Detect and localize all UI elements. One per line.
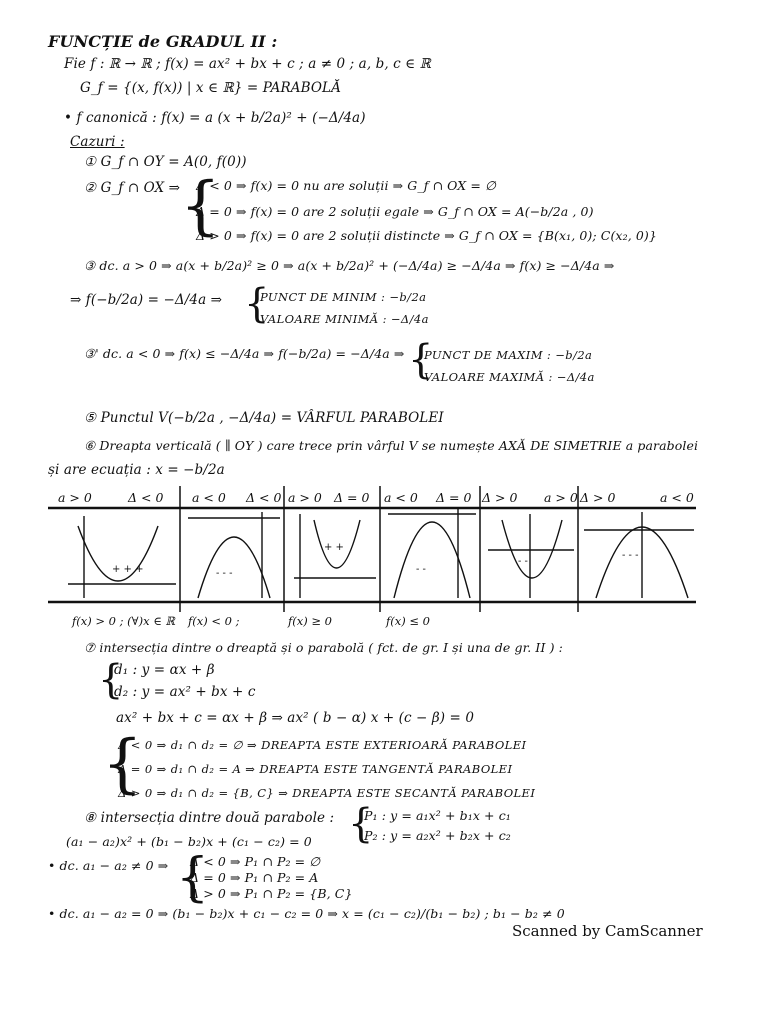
equation-7: ax² + bx + c = αx + β ⇒ ax² ( b − α) x + (c − β) = 0 <box>116 710 475 726</box>
page-title: FUNCȚIE de GRADUL II : <box>48 32 278 51</box>
minimum-point: PUNCT DE MINIM : −b/2a <box>260 290 427 304</box>
maximum-value: VALOARE MAXIMĂ : −Δ/4a <box>424 370 595 384</box>
case-8a2: Δ = 0 ⇒ P₁ ∩ P₂ = A <box>190 870 319 885</box>
line-d1: d₁ : y = αx + β <box>114 662 215 678</box>
brace-case-7: { <box>102 727 143 801</box>
case-2b: Δ = 0 ⇒ f(x) = 0 are 2 soluții egale ⇒ G_f ∩ OX = A(−b/2a , 0) <box>196 204 594 219</box>
definition-line: Fie f : ℝ → ℝ ; f(x) = ax² + bx + c ; a ≠ 0 ; a, b, c ∈ ℝ <box>64 56 431 72</box>
graph-a-neg-delta-zero <box>388 508 476 598</box>
brace-case-3: { <box>244 281 270 327</box>
brace-system-7: { <box>98 657 124 703</box>
parabola-p2: P₂ : y = a₂x² + b₂x + c₂ <box>364 828 511 843</box>
parabola-cases-table <box>48 486 696 614</box>
scanner-footer: Scanned by CamScanner <box>512 922 703 940</box>
case-2c: Δ > 0 ⇒ f(x) = 0 are 2 soluții distincte ⇒ G_f ∩ OX = {B(x₁, 0); C(x₂, 0)} <box>196 228 657 243</box>
brace-case-4: { <box>408 337 434 383</box>
table-bottom-3: f(x) ≥ 0 <box>288 614 332 628</box>
svg-text:- - -: - - - <box>216 568 233 579</box>
graph-a-neg-delta-neg <box>188 512 280 598</box>
table-bottom-4: f(x) ≤ 0 <box>386 614 430 628</box>
maximum-point: PUNCT DE MAXIM : −b/2a <box>424 348 593 362</box>
graph-a-pos-delta-pos <box>488 514 574 598</box>
table-header-5: a > 0 <box>288 490 322 505</box>
case-6: ⑥ Dreapta verticală ( ∥ OY ) care trece prin vârful V se numește AXĂ DE SIMETRIE a parabolei <box>84 438 699 453</box>
svg-text:+ + +: + + + <box>112 564 144 575</box>
cases-heading: Cazuri : <box>70 134 125 150</box>
case-2: ② G_f ∩ OX ⇒ <box>84 180 181 196</box>
case-1: ① G_f ∩ OY = A(0, f(0)) <box>84 154 247 170</box>
table-header-7: a < 0 <box>384 490 418 505</box>
table-header-10: a > 0 <box>544 490 578 505</box>
case-8a: • dc. a₁ − a₂ ≠ 0 ⇒ <box>48 858 169 873</box>
case-2a: Δ < 0 ⇒ f(x) = 0 nu are soluții ⇒ G_f ∩ OX = ∅ <box>196 178 497 193</box>
svg-text:- - -: - - - <box>622 550 639 561</box>
case-8: ⑧ intersecția dintre două parabole : <box>84 810 335 826</box>
graph-definition: G_f = {(x, f(x)) | x ∈ ℝ} = PARABOLĂ <box>80 80 341 96</box>
svg-text:+ +: + + <box>324 542 344 553</box>
table-header-8: Δ = 0 <box>436 490 472 505</box>
table-header-4: Δ < 0 <box>246 490 282 505</box>
graph-a-pos-delta-neg <box>68 516 176 598</box>
equation-8: (a₁ − a₂)x² + (b₁ − b₂)x + (c₁ − c₂) = 0 <box>66 834 312 849</box>
line-d2: d₂ : y = ax² + bx + c <box>114 684 256 700</box>
case-8a3: Δ > 0 ⇒ P₁ ∩ P₂ = {B, C} <box>190 886 353 901</box>
case-3b: ⇒ f(−b/2a) = −Δ/4a ⇒ <box>70 292 223 308</box>
parabola-p1: P₁ : y = a₁x² + b₁x + c₁ <box>364 808 511 823</box>
brace-case-8a: { <box>176 848 210 908</box>
brace-case-2: { <box>180 169 221 243</box>
table-header-6: Δ = 0 <box>334 490 370 505</box>
table-header-9: Δ > 0 <box>482 490 518 505</box>
graph-a-neg-delta-pos <box>584 512 694 598</box>
table-header-2: Δ < 0 <box>128 490 164 505</box>
case-8b: • dc. a₁ − a₂ = 0 ⇒ (b₁ − b₂)x + c₁ − c₂ = 0 ⇒ x = (c₁ − c₂)/(b₁ − b₂) ; b₁ − b₂ ≠ 0 <box>48 906 565 921</box>
table-header-11: Δ > 0 <box>580 490 616 505</box>
table-header-12: a < 0 <box>660 490 694 505</box>
table-header-3: a < 0 <box>192 490 226 505</box>
case-3: ③ dc. a > 0 ⇒ a(x + b/2a)² ≥ 0 ⇒ a(x + b/2a)² + (−Δ/4a) ≥ −Δ/4a ⇒ f(x) ≥ −Δ/4a ⇒ <box>84 258 615 273</box>
case-7c: Δ > 0 ⇒ d₁ ∩ d₂ = {B, C} ⇒ DREAPTA ESTE SECANTĂ PARABOLEI <box>118 786 536 800</box>
case-4: ③' dc. a < 0 ⇒ f(x) ≤ −Δ/4a ⇒ f(−b/2a) = −Δ/4a ⇒ <box>84 346 405 361</box>
case-7: ⑦ intersecția dintre o dreaptă și o parabolă ( fct. de gr. I și una de gr. II ) : <box>84 640 563 655</box>
brace-system-8: { <box>348 801 374 847</box>
case-7a: Δ < 0 ⇒ d₁ ∩ d₂ = ∅ ⇒ DREAPTA ESTE EXTERIOARĂ PARABOLEI <box>118 738 527 752</box>
table-bottom-1: f(x) > 0 ; (∀)x ∈ ℝ <box>72 614 175 628</box>
case-5: ⑤ Punctul V(−b/2a , −Δ/4a) = VÂRFUL PARABOLEI <box>84 410 444 426</box>
svg-text:- -: - - <box>518 556 528 567</box>
canonical-form: • f canonică : f(x) = a (x + b/2a)² + (−Δ/4a) <box>64 110 366 126</box>
case-6b: și are ecuația : x = −b/2a <box>48 462 225 478</box>
table-bottom-2: f(x) < 0 ; <box>188 614 240 628</box>
case-8a1: Δ < 0 ⇒ P₁ ∩ P₂ = ∅ <box>190 854 321 869</box>
table-header-1: a > 0 <box>58 490 92 505</box>
case-7b: Δ = 0 ⇒ d₁ ∩ d₂ = A ⇒ DREAPTA ESTE TANGENTĂ PARABOLEI <box>118 762 513 776</box>
minimum-value: VALOARE MINIMĂ : −Δ/4a <box>260 312 429 326</box>
svg-text:- -: - - <box>416 564 426 575</box>
graph-a-pos-delta-zero <box>294 514 376 598</box>
